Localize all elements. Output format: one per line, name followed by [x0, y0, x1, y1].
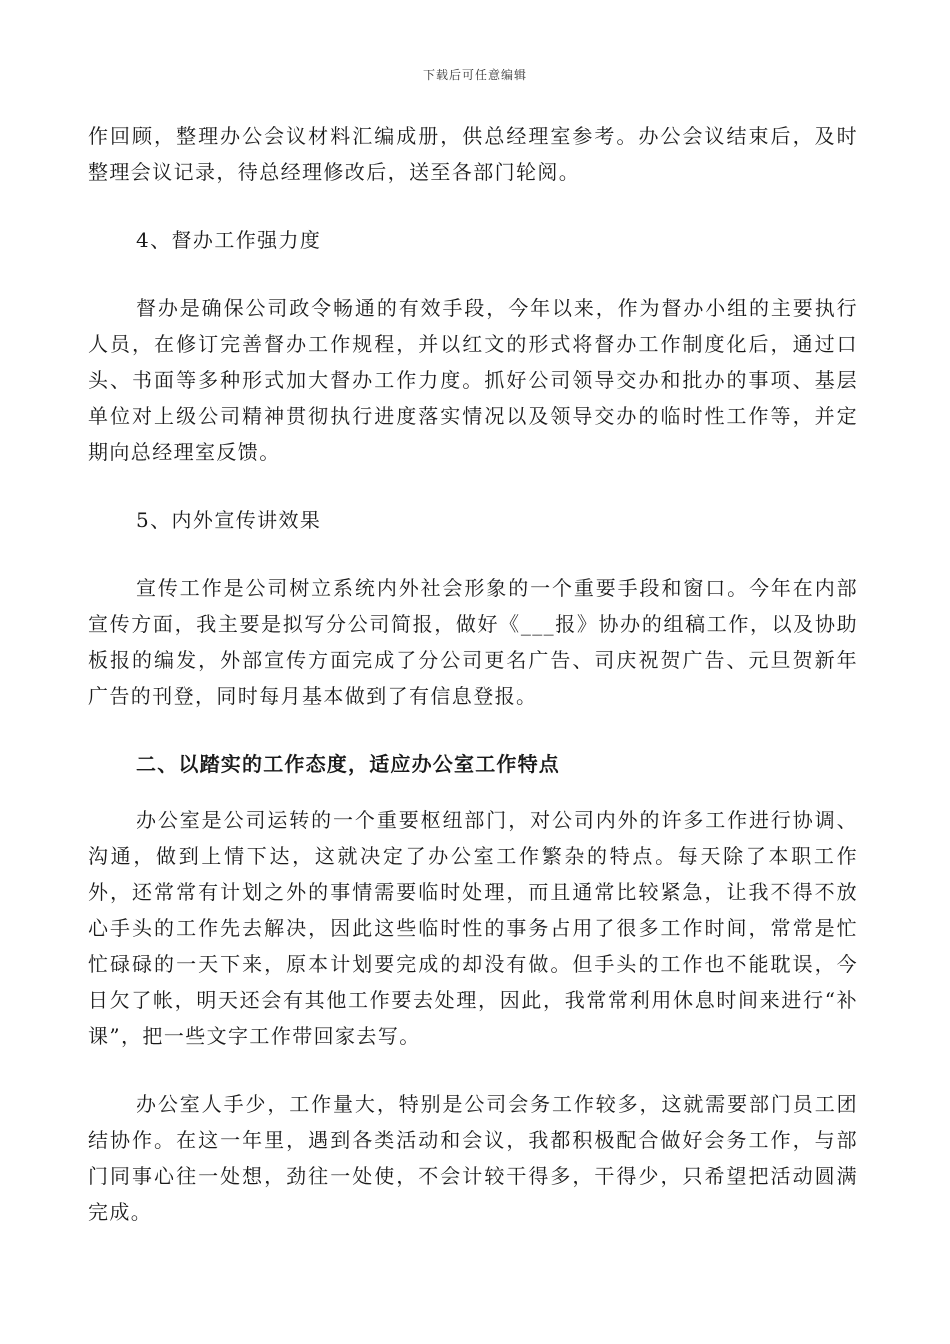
paragraph-office-nature: 办公室是公司运转的一个重要枢纽部门，对公司内外的许多工作进行协调、沟通，做到上情下达，这就决定了办公室工作繁杂的特点。每天除了本职工作外，还常常有计划之外的事情需要临时处理，而且通常比较紧急，让我不得不放心手头的工作先去解决，因此这些临时性的事务占用了很多工作时间，常常是忙忙碌碌的一天下来，原本计划要完成的却没有做。但手头的工作也不能耽误，今日欠了帐，明天还会有其他工作要去处理，因此，我常常利用休息时间来进行“补课”，把一些文字工作带回家去写。	[88, 808, 858, 1048]
paragraph-publicity: 宣传工作是公司树立系统内外社会形象的一个重要手段和窗口。今年在内部宣传方面，我主要是拟写分公司简报，做好《___报》协办的组稿工作，以及协助板报的编发，外部宣传方面完成了分公司更名广告、司庆祝贺广告、元旦贺新年广告的刊登，同时每月基本做到了有信息登报。	[88, 576, 858, 708]
paragraph-teamwork: 办公室人手少，工作量大，特别是公司会务工作较多，这就需要部门员工团结协作。在这一年里，遇到各类活动和会议，我都积极配合做好会务工作，与部门同事心往一处想，劲往一处使，不会计较干得多，干得少，只希望把活动圆满完成。	[88, 1092, 858, 1224]
paragraph-intro: 作回顾，整理办公会议材料汇编成册，供总经理室参考。办公会议结束后，及时整理会议记录，待总经理修改后，送至各部门轮阅。	[88, 124, 858, 184]
paragraph-supervision: 督办是确保公司政令畅通的有效手段，今年以来，作为督办小组的主要执行人员，在修订完善督办工作规程，并以红文的形式将督办工作制度化后，通过口头、书面等多种形式加大督办工作力度。抓好公司领导交办和批办的事项、基层单位对上级公司精神贯彻执行进度落实情况以及领导交办的临时性工作等，并定期向总经理室反馈。	[88, 296, 858, 464]
page-header: 下载后可任意编辑	[422, 68, 527, 82]
subheading-4: 4、督办工作强力度	[136, 228, 322, 252]
subheading-5: 5、内外宣传讲效果	[136, 508, 322, 532]
section-title-2: 二、以踏实的工作态度，适应办公室工作特点	[136, 752, 560, 776]
document-body	[88, 118, 858, 1230]
